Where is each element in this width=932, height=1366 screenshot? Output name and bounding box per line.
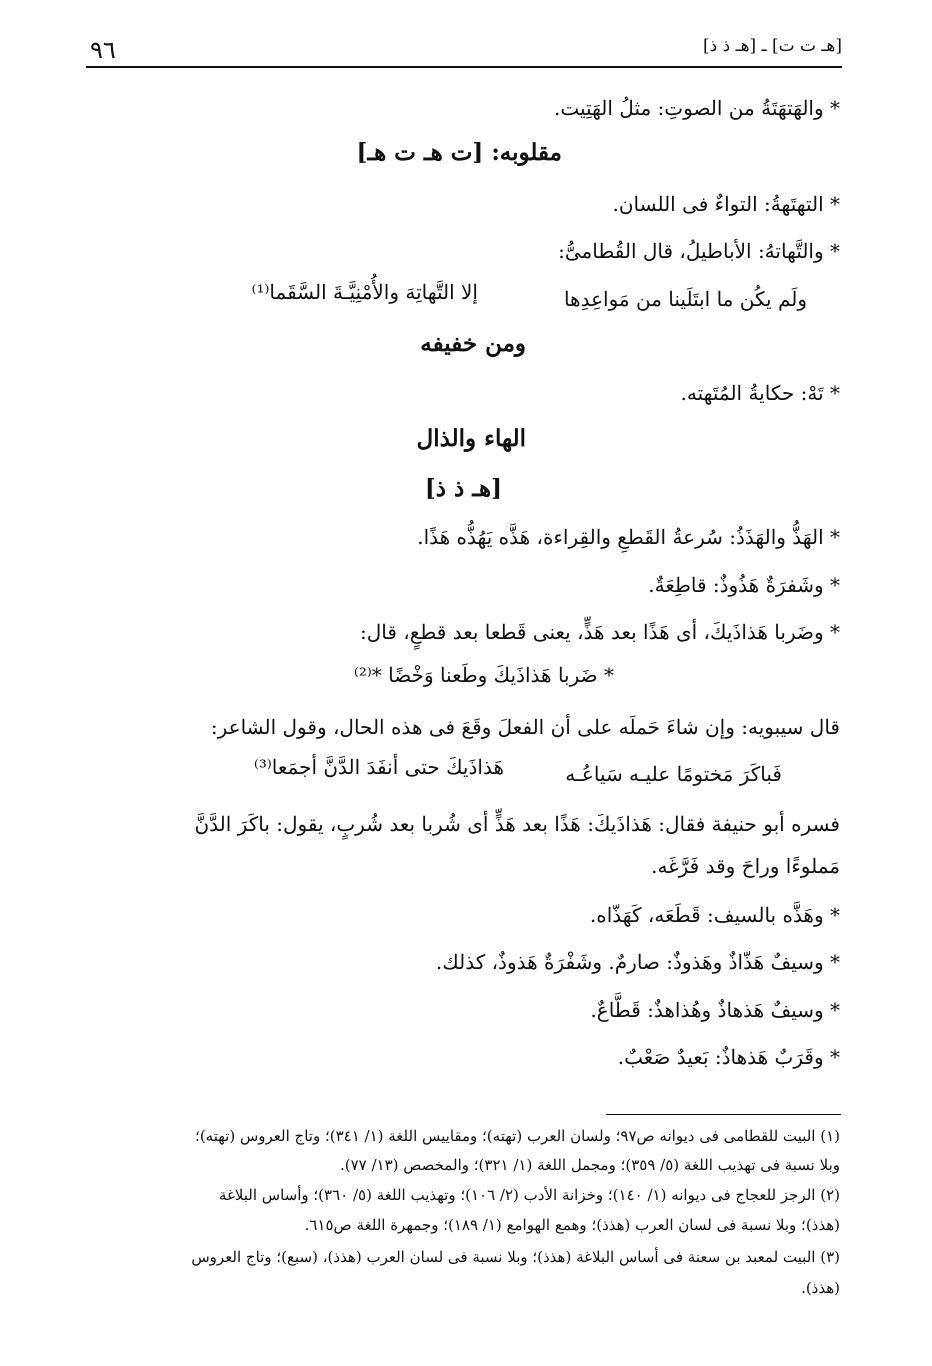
heading-root-hdhdh: [هـ ذ ذ]: [424, 475, 502, 502]
heading-maqlubuh: مقلوبه: [ت هـ ت هـ]: [356, 139, 562, 166]
entry-line-12: * وسيفٌ هَذّاذٌ وهَذوذٌ: صارمٌ. وشَفْرَةٌ هَذوذٌ، كذلك.: [435, 950, 840, 974]
entry-line-7: * وضَربا هَذاذَيكَ، أى هَذًا بعد هَذٍّ، يعنى قَطعا بعد قطعٍ، قال:: [359, 620, 840, 644]
page-number: ٩٦: [90, 36, 116, 64]
footnote-rule: [606, 1114, 841, 1115]
verse-1-second-hemistich: إلا التَّهاتِهَ والأُمْنِيَّـةَ السَّقَما⁽¹⁾: [251, 280, 478, 304]
heading-min-khafifih: ومن خفيفه: [420, 330, 526, 357]
verse-2: * ضَربا هَذاذَيكَ وطَعنا وَخْضًا *⁽²⁾: [353, 663, 614, 687]
entry-line-10: مَملوءًا وراحَ وقد فَرَّغَه.: [651, 854, 840, 878]
footnote-3-line-2: (هذذ).: [801, 1279, 840, 1297]
entry-line-13: * وسيفٌ هَذهاذٌ وهُذاهذٌ: قَطَّاعٌ.: [590, 998, 840, 1022]
heading-ha-dhal: الهاء والذال: [416, 425, 526, 452]
footnote-1-line-1: (١) البيت للقطامى فى ديوانه ص٩٧؛ ولسان العرب (تهته)؛ ومقاييس اللغة (١/ ٣٤١)؛ وتاج العروس (تهته)؛: [195, 1127, 840, 1145]
footnote-2-line-2: (هذذ)؛ وبلا نسبة فى لسان العرب (هذذ)؛ وهمع الهوامع (١/ ١٨٩)؛ وجمهرة اللغة ص٦١٥.: [304, 1216, 840, 1234]
running-head: [هـ ت ت] ـ [هـ ذ ذ]: [703, 36, 842, 56]
entry-line-14: * وقَرَبٌ هَذهاذٌ: بَعيدٌ صَعْبٌ.: [617, 1045, 840, 1069]
verse-3-first-hemistich: فَباكَرَ مَختومًا عليـه سَياعُـه: [565, 762, 782, 786]
entry-line-5: * الهَذُّ والهَذَذُ: سُرعةُ القَطعِ والقِراءة، هَذَّه يَهُذُّه هَذًا.: [417, 525, 840, 549]
entry-line-6: * وشَفرَةٌ هَذُوذٌ: قاطِعَةٌ.: [648, 573, 840, 597]
entry-line-4: * تَهْ: حكايةُ المُتَهته.: [680, 381, 840, 405]
footnote-3-line-1: (٣) البيت لمعبد بن سعنة فى أساس البلاغة (هذذ)؛ وبلا نسبة فى لسان العرب (هذذ)، (سبع)؛ وتاج العروس: [191, 1248, 840, 1266]
entry-line-8: قال سيبويه: وإن شاءَ حَملَه على أن الفعلَ وقَعَ فى هذه الحال، وقول الشاعر:: [210, 715, 840, 739]
entry-line-3: * والتَّهاتهُ: الأباطيلُ، قال القُطامىُّ:: [558, 239, 840, 263]
entry-line-9: فسره أبو حنيفة فقال: هَذاذَيكَ: هَذًا بعد هَذٍّ أى شُربا بعد شُربٍ، يقول: باكَرَ الدَّنَّ: [194, 812, 840, 836]
entry-line-11: * وهَذَّه بالسيف: قَطَعَه، كَهَذّاه.: [589, 903, 840, 927]
verse-1-first-hemistich: ولَم يكُن ما ابتَلَينا من مَواعِدِها: [563, 287, 807, 311]
footnote-1-line-2: وبلا نسبة فى تهذيب اللغة (٥/ ٣٥٩)؛ ومجمل اللغة (١/ ٣٢١)؛ والمخصص (١٣/ ٧٧).: [339, 1156, 840, 1174]
verse-3-second-hemistich: هَذاذَيكَ حتى أنفَدَ الدَّنَّ أجمَعا⁽³⁾: [253, 755, 504, 779]
entry-line-1: * والهَتهَتَةُ من الصوتِ: مثلُ الهَتِيت.: [554, 96, 840, 120]
footnote-2-line-1: (٢) الرجز للعجاج فى ديوانه (١/ ١٤٠)؛ وخزانة الأدب (٢/ ١٠٦)؛ وتهذيب اللغة (٥/ ٣٦٠)؛ وأساس البلاغة: [218, 1186, 840, 1204]
header-rule: [86, 66, 842, 68]
entry-line-2: * التهتَهةُ: التواءٌ فى اللسان.: [612, 192, 840, 216]
